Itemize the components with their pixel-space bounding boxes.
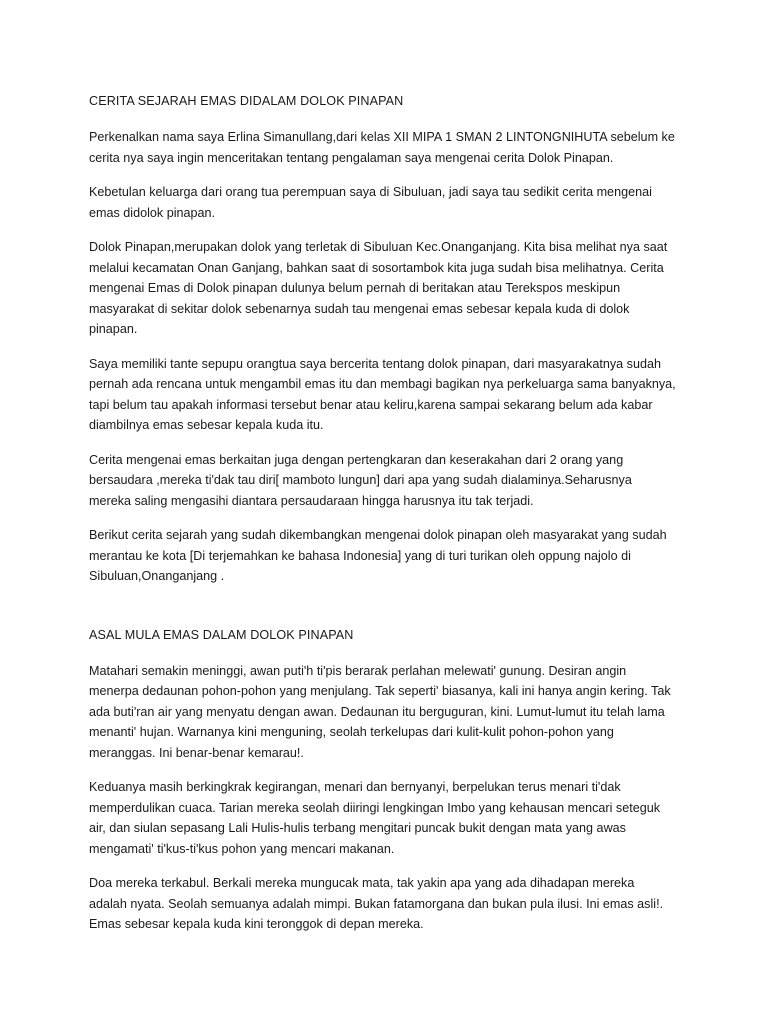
paragraph-line: air, dan siulan sepasang Lali Hulis-hulis terbang mengitari puncak bukit dengan mata yang awas (89, 821, 626, 835)
paragraph-line: Dolok Pinapan,merupakan dolok yang terletak di Sibuluan Kec.Onanganjang. Kita bisa melihat nya saat (89, 240, 668, 254)
paragraph-berikut (89, 525, 689, 587)
document-body (89, 91, 689, 949)
document-title: CERITA SEJARAH EMAS DIDALAM DOLOK PINAPAN (89, 94, 404, 108)
paragraph-pertengkaran (89, 450, 689, 512)
paragraph-line: menanti' hujan. Warnanya kini menguning, seolah terkelupas dari kulit-kulit pohon-pohon yang (89, 725, 614, 739)
paragraph-line: mengenai Emas di Dolok pinapan dulunya belum pernah di beritakan atau Terekspos meskipun (89, 281, 621, 295)
paragraph-line: pernah ada rencana untuk mengambil emas itu dan membagi bagikan nya perkeluarga sama banyaknya, (89, 377, 676, 391)
paragraph-line: Emas sebesar kepala kuda kini teronggok di depan mereka. (89, 917, 424, 931)
paragraph-line: Matahari semakin meninggi, awan puti'h ti'pis berarak perlahan melewati' gunung. Desiran angin (89, 663, 627, 678)
paragraph-line: pinapan. (89, 322, 138, 336)
paragraph-family (89, 182, 689, 223)
paragraph-matahari (89, 661, 689, 764)
paragraph-tante (89, 354, 689, 436)
paragraph-line: cerita nya saya ingin menceritakan tentang pengalaman saya mengenai cerita Dolok Pinapan. (89, 150, 614, 165)
paragraph-line: Cerita mengenai emas berkaitan juga dengan pertengkaran dan keserakahan dari 2 orang yang (89, 452, 624, 467)
paragraph-line: adalah nyata. Seolah semuanya adalah mimpi. Bukan fatamorgana dan bukan pula ilusi. Ini emas asli!. (89, 896, 664, 911)
paragraph-line: masyarakat di sekitar dolok sebenarnya sudah tau mengenai emas sebesar kepala kuda di dolok (89, 301, 630, 316)
paragraph-line: merantau ke kota [Di terjemahkan ke bahasa Indonesia] yang di turi turikan oleh oppung najolo di (89, 548, 631, 563)
paragraph-line: ada buti'ran air yang menyatu dengan awan. Dedaunan itu berguguran, kini. Lumut-lumut itu telah lama (89, 704, 665, 719)
paragraph-line: Doa mereka terkabul. Berkali mereka mungucak mata, tak yakin apa yang ada dihadapan mereka (89, 876, 635, 890)
paragraph-line: memperdulikan cuaca. Tarian mereka seolah diiringi lengkingan Imbo yang kehausan mencari seteguk (89, 800, 661, 815)
paragraph-keduanya (89, 777, 689, 859)
paragraph-line: mereka saling mengasihi diantara persaudaraan hingga harusnya itu tak terjadi. (89, 493, 534, 508)
paragraph-dolok-pinapan (89, 237, 689, 340)
paragraph-line: mengamati' ti'kus-ti'kus pohon yang mencari makanan. (89, 841, 395, 856)
paragraph-line: Sibuluan,Onanganjang . (89, 569, 225, 583)
paragraph-line: bersaudara ,mereka ti'dak tau diri[ mamboto lungun] dari apa yang sudah dialaminya.Seharusnya (89, 473, 632, 487)
paragraph-line: Perkenalkan nama saya Erlina Simanullang,dari kelas XII MIPA 1 SMAN 2 LINTONGNIHUTA sebelum ke (89, 130, 675, 144)
paragraph-line: emas didolok pinapan. (89, 205, 216, 220)
paragraph-doa (89, 873, 689, 935)
section-title: ASAL MULA EMAS DALAM DOLOK PINAPAN (89, 627, 354, 642)
paragraph-line: menerpa dedaunan pohon-pohon yang menjulang. Tak seperti' biasanya, kali ini hanya angin kering. Tak (89, 684, 671, 698)
paragraph-line: Saya memiliki tante sepupu orangtua saya bercerita tentang dolok pinapan, dari masyarakatnya sudah (89, 356, 661, 371)
paragraph-line: Berikut cerita sejarah yang sudah dikembangkan mengenai dolok pinapan oleh masyarakat yang sudah (89, 528, 667, 542)
paragraph-line: Keduanya masih berkingkrak kegirangan, menari dan bernyanyi, berpelukan terus menari ti'dak (89, 780, 621, 794)
paragraph-line: tapi belum tau apakah informasi tersebut benar atau keliru,karena sampai sekarang belum ada kabar (89, 397, 653, 412)
paragraph-line: melalui kecamatan Onan Ganjang, bahkan saat di sosortambok kita juga sudah bisa melihatnya. Cerita (89, 260, 664, 275)
paragraph-line: diambilnya emas sebesar kepala kuda itu. (89, 418, 324, 432)
paragraph-line: meranggas. Ini benar-benar kemarau!. (89, 745, 304, 760)
paragraph-line: Kebetulan keluarga dari orang tua perempuan saya di Sibuluan, jadi saya tau sedikit cerita mengenai (89, 185, 652, 199)
paragraph-intro (89, 127, 689, 168)
